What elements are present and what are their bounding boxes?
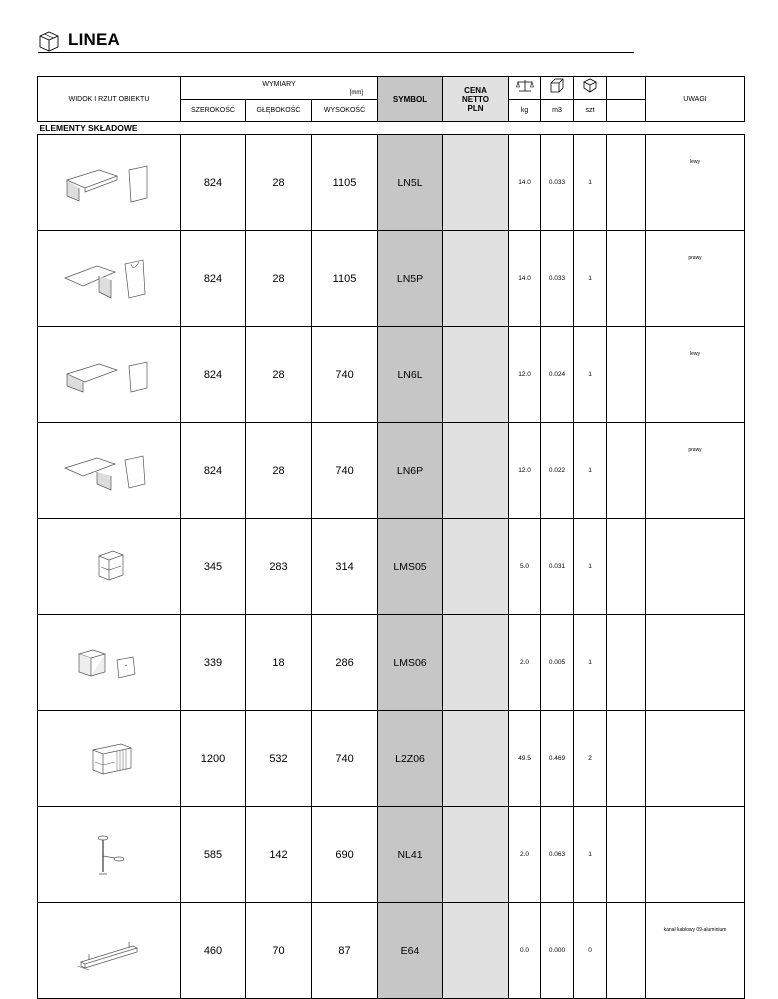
symbol-cell: L2Z06 bbox=[378, 711, 443, 807]
height-cell: 740 bbox=[312, 327, 378, 423]
sideboard-icon bbox=[38, 711, 181, 807]
depth-cell: 28 bbox=[246, 327, 312, 423]
header-dimensions-label: WYMIARY bbox=[262, 81, 296, 88]
qty-cell: 1 bbox=[574, 327, 607, 423]
header-qty-unit: szt bbox=[574, 100, 607, 122]
price-cell bbox=[443, 327, 509, 423]
header-price-line2: NETTO bbox=[462, 94, 489, 104]
empty-cell bbox=[607, 135, 646, 231]
header-depth: GŁĘBOKOŚĆ bbox=[246, 100, 312, 122]
table-row bbox=[38, 903, 745, 999]
desk-panel-left-icon bbox=[38, 135, 181, 231]
page-title: LINEA bbox=[68, 30, 120, 49]
note-cell: prawy bbox=[646, 231, 745, 327]
note-cell bbox=[646, 615, 745, 711]
volume-cell: 0.022 bbox=[541, 423, 574, 519]
symbol-cell: LMS06 bbox=[378, 615, 443, 711]
note-cell: kanał kablowy 09-aluminium bbox=[646, 903, 745, 999]
symbol-cell: LN5L bbox=[378, 135, 443, 231]
note-cell: prawy bbox=[646, 423, 745, 519]
symbol-cell: NL41 bbox=[378, 807, 443, 903]
note-cell bbox=[646, 807, 745, 903]
table-row bbox=[38, 615, 745, 711]
qty-cell: 1 bbox=[574, 519, 607, 615]
scale-icon bbox=[516, 80, 534, 97]
header-dimensions bbox=[181, 77, 378, 100]
weight-cell: 5.0 bbox=[509, 519, 541, 615]
height-cell: 1105 bbox=[312, 135, 378, 231]
desk-panel-right-icon bbox=[38, 231, 181, 327]
price-cell bbox=[443, 615, 509, 711]
qty-cell: 2 bbox=[574, 711, 607, 807]
depth-cell: 142 bbox=[246, 807, 312, 903]
price-cell bbox=[443, 807, 509, 903]
table-row bbox=[38, 807, 745, 903]
empty-cell bbox=[607, 903, 646, 999]
price-cell bbox=[443, 903, 509, 999]
header-price-line3: PLN bbox=[467, 103, 484, 113]
header-volume-unit: m3 bbox=[541, 100, 574, 122]
price-cell bbox=[443, 519, 509, 615]
depth-cell: 28 bbox=[246, 135, 312, 231]
weight-cell: 12.0 bbox=[509, 327, 541, 423]
qty-cell: 1 bbox=[574, 231, 607, 327]
symbol-cell: LMS05 bbox=[378, 519, 443, 615]
header-price bbox=[443, 77, 509, 122]
header-price-line1: CENA bbox=[464, 85, 487, 95]
section-row bbox=[38, 122, 745, 135]
height-cell: 740 bbox=[312, 711, 378, 807]
header-weight-unit: kg bbox=[509, 100, 541, 122]
support-leg-icon bbox=[38, 807, 181, 903]
qty-cell: 1 bbox=[574, 423, 607, 519]
price-cell bbox=[443, 231, 509, 327]
header-empty-cell-2 bbox=[607, 100, 646, 122]
header-unit: [mm] bbox=[349, 90, 364, 96]
header-empty-cell bbox=[607, 77, 646, 100]
symbol-cell: LN6P bbox=[378, 423, 443, 519]
note-cell: lewy bbox=[646, 327, 745, 423]
table-row bbox=[38, 135, 745, 231]
symbol-cell: LN6L bbox=[378, 327, 443, 423]
symbol-cell: E64 bbox=[378, 903, 443, 999]
volume-cell: 0.033 bbox=[541, 135, 574, 231]
width-cell: 1200 bbox=[181, 711, 246, 807]
empty-cell bbox=[607, 231, 646, 327]
page-header bbox=[38, 30, 634, 54]
section-title: ELEMENTY SKŁADOWE bbox=[38, 122, 745, 135]
width-cell: 824 bbox=[181, 231, 246, 327]
qty-cell: 1 bbox=[574, 135, 607, 231]
width-cell: 460 bbox=[181, 903, 246, 999]
open-cabinet-icon bbox=[38, 519, 181, 615]
depth-cell: 28 bbox=[246, 423, 312, 519]
product-table bbox=[37, 76, 745, 999]
note-cell: lewy bbox=[646, 135, 745, 231]
empty-cell bbox=[607, 711, 646, 807]
note-cell bbox=[646, 711, 745, 807]
weight-cell: 14.0 bbox=[509, 231, 541, 327]
cube-icon bbox=[549, 80, 565, 97]
volume-cell: 0.024 bbox=[541, 327, 574, 423]
table-row bbox=[38, 711, 745, 807]
depth-cell: 18 bbox=[246, 615, 312, 711]
volume-cell: 0.031 bbox=[541, 519, 574, 615]
cabinet-door-icon bbox=[38, 615, 181, 711]
desk-panel-right-low-icon bbox=[38, 423, 181, 519]
header-qty-icon-cell bbox=[574, 77, 607, 100]
price-cell bbox=[443, 423, 509, 519]
cable-tray-icon bbox=[38, 903, 181, 999]
header-symbol: SYMBOL bbox=[378, 77, 443, 122]
empty-cell bbox=[607, 807, 646, 903]
width-cell: 585 bbox=[181, 807, 246, 903]
weight-cell: 14.0 bbox=[509, 135, 541, 231]
empty-cell bbox=[607, 327, 646, 423]
width-cell: 345 bbox=[181, 519, 246, 615]
qty-cell: 1 bbox=[574, 615, 607, 711]
header-view: WIDOK I RZUT OBIEKTU bbox=[38, 77, 181, 122]
desk-panel-left-low-icon bbox=[38, 327, 181, 423]
header-volume-icon-cell bbox=[541, 77, 574, 100]
volume-cell: 0.063 bbox=[541, 807, 574, 903]
weight-cell: 2.0 bbox=[509, 615, 541, 711]
width-cell: 824 bbox=[181, 327, 246, 423]
header-width: SZEROKOŚĆ bbox=[181, 100, 246, 122]
width-cell: 824 bbox=[181, 135, 246, 231]
qty-cell: 0 bbox=[574, 903, 607, 999]
volume-cell: 0.000 bbox=[541, 903, 574, 999]
depth-cell: 70 bbox=[246, 903, 312, 999]
header-notes: UWAGI bbox=[646, 77, 745, 122]
boxes-icon bbox=[582, 80, 598, 97]
price-cell bbox=[443, 711, 509, 807]
weight-cell: 12.0 bbox=[509, 423, 541, 519]
price-cell bbox=[443, 135, 509, 231]
table-row bbox=[38, 423, 745, 519]
weight-cell: 49.5 bbox=[509, 711, 541, 807]
height-cell: 740 bbox=[312, 423, 378, 519]
symbol-cell: LN5P bbox=[378, 231, 443, 327]
width-cell: 339 bbox=[181, 615, 246, 711]
depth-cell: 283 bbox=[246, 519, 312, 615]
height-cell: 286 bbox=[312, 615, 378, 711]
weight-cell: 2.0 bbox=[509, 807, 541, 903]
empty-cell bbox=[607, 423, 646, 519]
width-cell: 824 bbox=[181, 423, 246, 519]
depth-cell: 532 bbox=[246, 711, 312, 807]
weight-cell: 0.0 bbox=[509, 903, 541, 999]
header-height: WYSOKOŚĆ bbox=[312, 100, 378, 122]
empty-cell bbox=[607, 615, 646, 711]
table-row bbox=[38, 327, 745, 423]
empty-cell bbox=[607, 519, 646, 615]
height-cell: 87 bbox=[312, 903, 378, 999]
height-cell: 1105 bbox=[312, 231, 378, 327]
table-row bbox=[38, 519, 745, 615]
volume-cell: 0.005 bbox=[541, 615, 574, 711]
note-cell bbox=[646, 519, 745, 615]
header-weight-icon-cell bbox=[509, 77, 541, 100]
table-row bbox=[38, 231, 745, 327]
volume-cell: 0.469 bbox=[541, 711, 574, 807]
title-underline bbox=[38, 52, 634, 53]
height-cell: 690 bbox=[312, 807, 378, 903]
volume-cell: 0.033 bbox=[541, 231, 574, 327]
depth-cell: 28 bbox=[246, 231, 312, 327]
qty-cell: 1 bbox=[574, 807, 607, 903]
height-cell: 314 bbox=[312, 519, 378, 615]
